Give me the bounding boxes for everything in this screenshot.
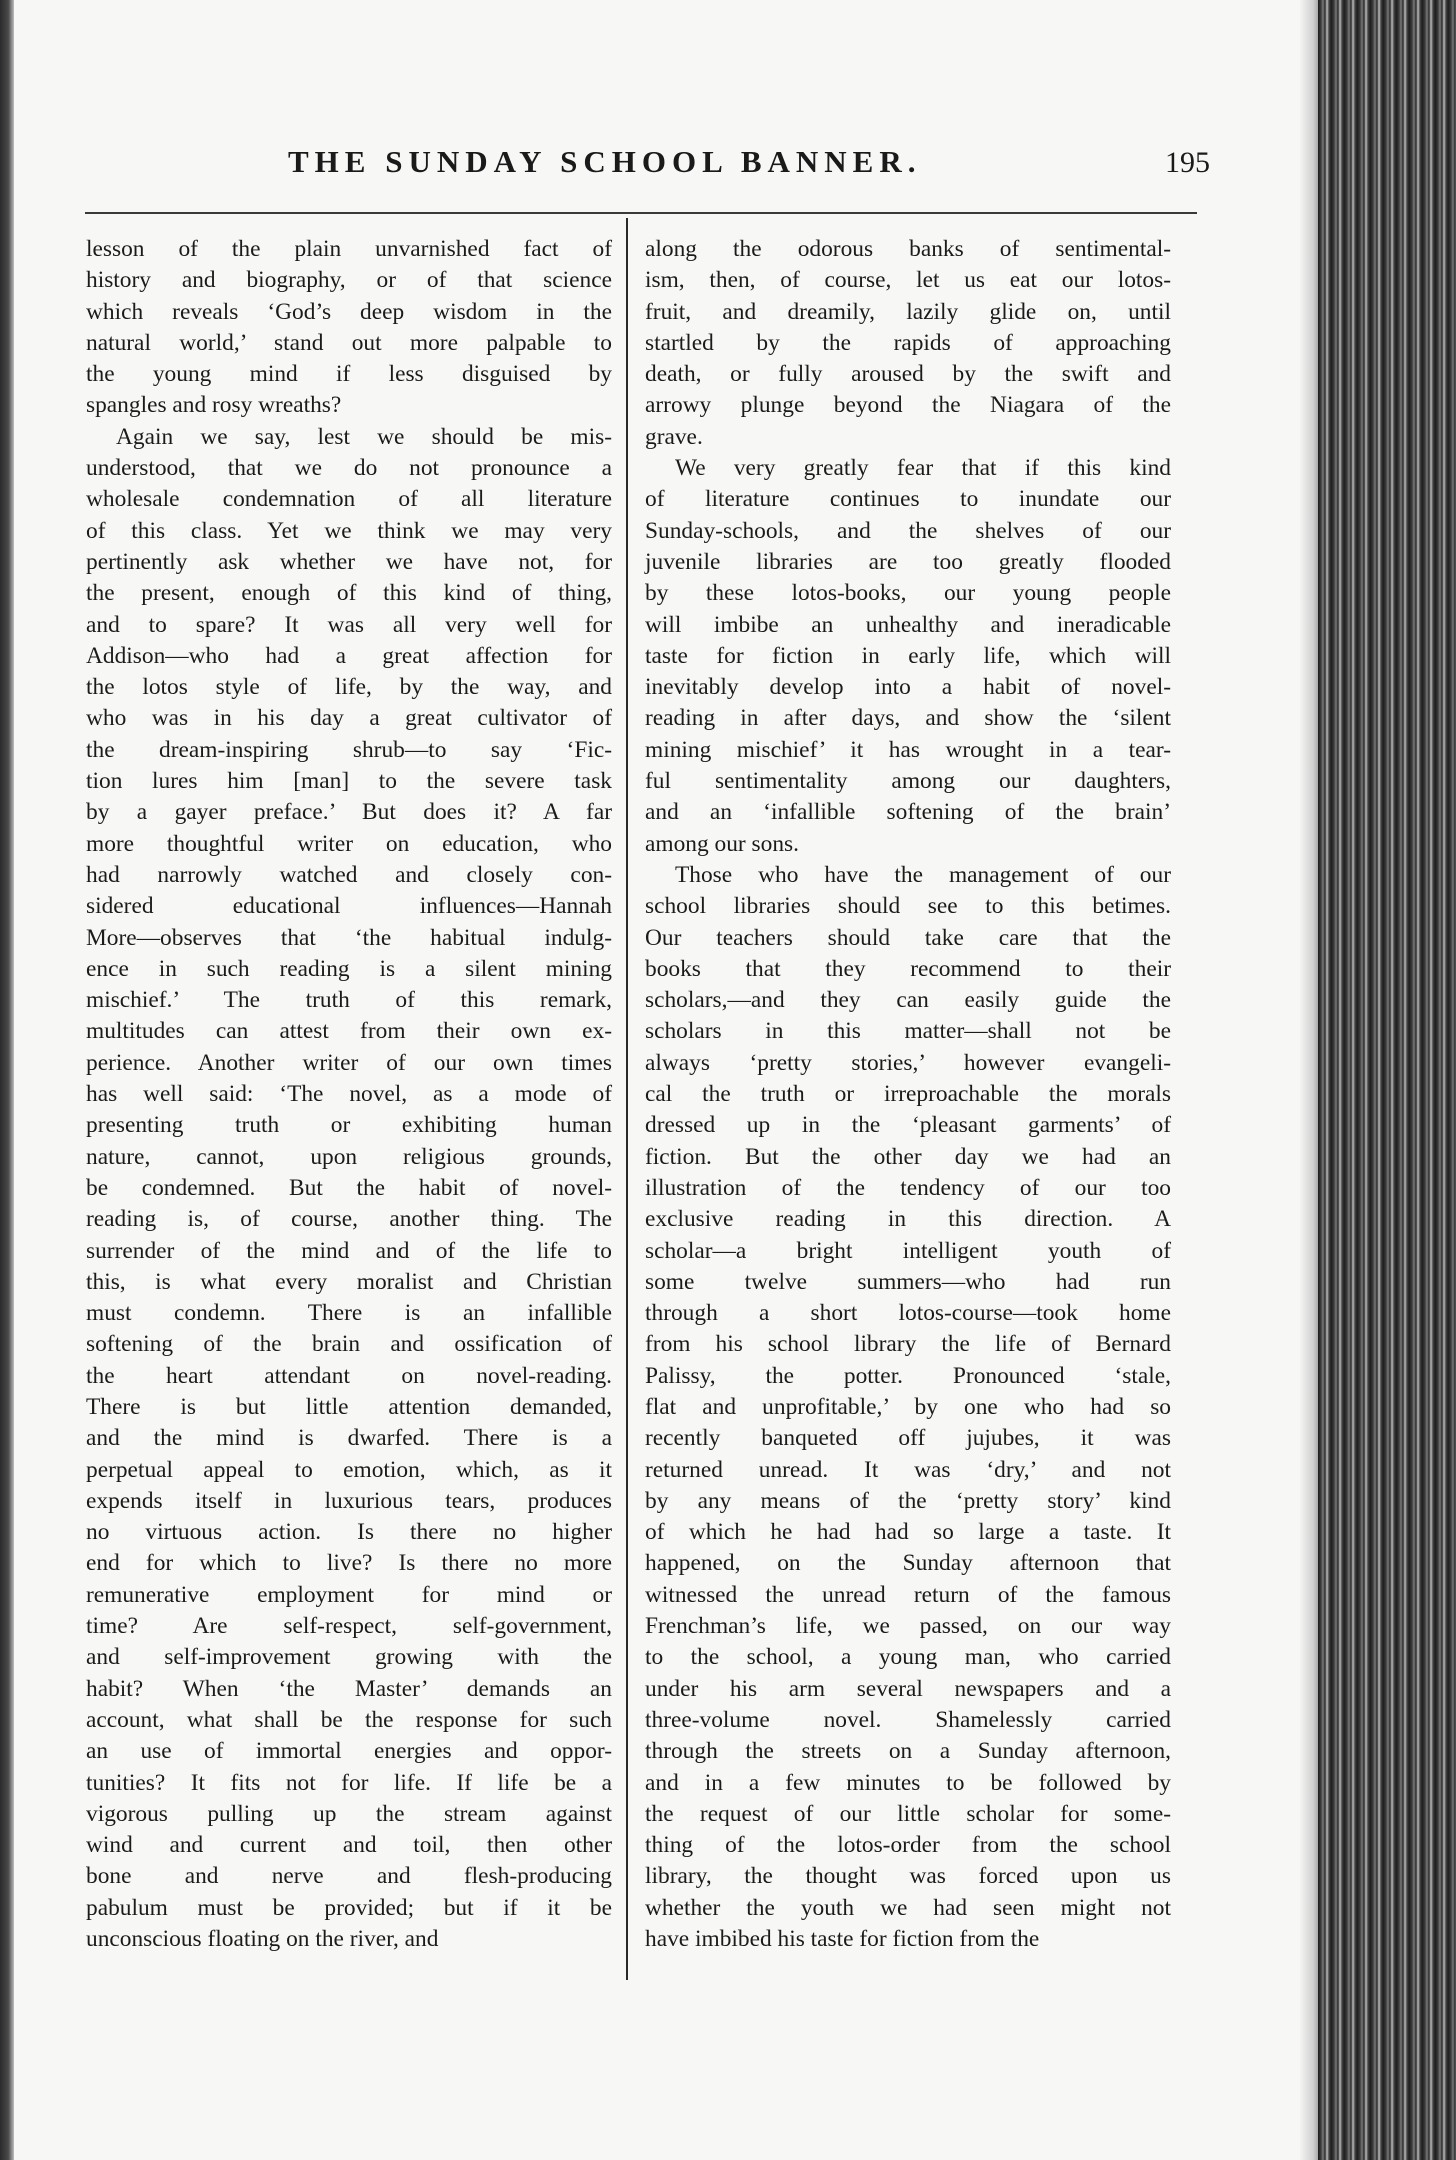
- text-line: and the mind is dwarfed. There is a: [86, 1425, 612, 1452]
- text-line: and self-improvement growing with the: [86, 1644, 612, 1671]
- text-line: Frenchman’s life, we passed, on our way: [645, 1613, 1171, 1640]
- text-line: spangles and rosy wreaths?: [86, 392, 342, 419]
- text-line: lesson of the plain unvarnished fact of: [86, 236, 612, 262]
- text-line: some twelve summers—who had run: [645, 1268, 1171, 1295]
- text-line: Our teachers should take care that the: [645, 924, 1171, 951]
- text-line: flat and unprofitable,’ by one who had so: [645, 1393, 1171, 1420]
- text-line: and to spare? It was all very well for: [86, 611, 612, 638]
- text-line: nature, cannot, upon religious grounds,: [86, 1143, 612, 1170]
- text-line: scholars,—and they can easily guide the: [645, 987, 1171, 1014]
- text-line: death, or fully aroused by the swift and: [645, 361, 1171, 388]
- text-line: school libraries should see to this betimes.: [645, 893, 1171, 920]
- text-line: three-volume novel. Shamelessly carried: [645, 1706, 1171, 1733]
- text-line: whether the youth we had seen might not: [645, 1894, 1171, 1921]
- text-line: dressed up in the ‘pleasant garments’ of: [645, 1112, 1171, 1139]
- text-line: juvenile libraries are too greatly flooded: [645, 548, 1171, 575]
- text-line: scholars in this matter—shall not be: [645, 1018, 1171, 1045]
- text-line: this, is what every moralist and Christian: [86, 1268, 612, 1295]
- text-line: always ‘pretty stories,’ however evangeli-: [645, 1049, 1171, 1076]
- text-line: along the odorous banks of sentimental-: [645, 236, 1171, 262]
- page-header: [270, 140, 1210, 190]
- page-number: 195: [1165, 146, 1210, 179]
- text-line: habit? When ‘the Master’ demands an: [86, 1675, 612, 1702]
- text-line: from his school library the life of Bernard: [645, 1331, 1171, 1358]
- column-divider: [626, 218, 628, 1980]
- text-line: tion lures him [man] to the severe task: [86, 768, 612, 795]
- left-column: [86, 234, 612, 1955]
- text-line: tunities? It fits not for life. If life be a: [86, 1769, 612, 1796]
- text-line: among our sons.: [645, 830, 799, 857]
- text-line: Addison—who had a great affection for: [86, 642, 612, 669]
- text-line: must condemn. There is an infallible: [86, 1300, 612, 1327]
- text-line: perpetual appeal to emotion, which, as it: [86, 1456, 612, 1483]
- text-line: remunerative employment for mind or: [86, 1581, 612, 1608]
- text-line: by these lotos-books, our young people: [645, 580, 1171, 607]
- text-line: ence in such reading is a silent mining: [86, 955, 612, 982]
- text-line: We very greatly fear that if this kind: [675, 455, 1171, 482]
- text-line: pabulum must be provided; but if it be: [86, 1894, 612, 1921]
- text-line: Again we say, lest we should be mis-: [116, 423, 612, 450]
- text-line: an use of immortal energies and oppor-: [86, 1738, 612, 1765]
- text-line: understood, that we do not pronounce a: [86, 455, 612, 482]
- text-line: grave.: [645, 423, 703, 450]
- right-column: [645, 234, 1171, 1955]
- text-line: library, the thought was forced upon us: [645, 1863, 1171, 1890]
- text-line: to the school, a young man, who carried: [645, 1644, 1171, 1671]
- text-line: sidered educational influences—Hannah: [86, 893, 612, 920]
- text-line: exclusive reading in this direction. A: [645, 1206, 1171, 1233]
- text-line: unconscious floating on the river, and: [86, 1926, 439, 1953]
- text-line: Palissy, the potter. Pronounced ‘stale,: [645, 1362, 1171, 1389]
- text-line: softening of the brain and ossification of: [86, 1331, 612, 1358]
- text-line: There is but little attention demanded,: [86, 1393, 612, 1420]
- text-line: ful sentimentality among our daughters,: [645, 768, 1171, 795]
- text-line: expends itself in luxurious tears, produces: [86, 1487, 612, 1514]
- text-line: under his arm several newspapers and a: [645, 1675, 1171, 1702]
- text-line: fruit, and dreamily, lazily glide on, until: [645, 298, 1171, 325]
- text-line: of which he had had so large a taste. It: [645, 1519, 1171, 1546]
- text-line: multitudes can attest from their own ex-: [86, 1018, 612, 1045]
- text-line: Those who have the management of our: [675, 861, 1171, 888]
- text-line: mining mischief’ it has wrought in a tear-: [645, 736, 1171, 763]
- text-line: vigorous pulling up the stream against: [86, 1800, 612, 1827]
- text-line: by a gayer preface.’ But does it? A far: [86, 799, 612, 826]
- text-line: mischief.’ The truth of this remark,: [86, 987, 612, 1014]
- text-line: the lotos style of life, by the way, and: [86, 674, 612, 701]
- text-line: witnessed the unread return of the famous: [645, 1581, 1171, 1608]
- header-rule: [85, 212, 1197, 214]
- running-title: THE SUNDAY SCHOOL BANNER.: [288, 144, 922, 179]
- text-line: scholar—a bright intelligent youth of: [645, 1237, 1171, 1264]
- text-line: which reveals ‘God’s deep wisdom in the: [86, 298, 612, 325]
- text-line: the present, enough of this kind of thing,: [86, 580, 612, 607]
- text-line: be condemned. But the habit of novel-: [86, 1174, 612, 1201]
- text-line: reading is, of course, another thing. The: [86, 1206, 612, 1233]
- text-line: more thoughtful writer on education, who: [86, 830, 612, 857]
- text-line: account, what shall be the response for such: [86, 1706, 612, 1733]
- text-line: through a short lotos-course—took home: [645, 1300, 1171, 1327]
- text-line: perience. Another writer of our own times: [86, 1049, 612, 1076]
- text-line: the heart attendant on novel-reading.: [86, 1362, 612, 1389]
- text-line: returned unread. It was ‘dry,’ and not: [645, 1456, 1171, 1483]
- text-line: have imbibed his taste for fiction from the: [645, 1926, 1040, 1953]
- text-line: books that they recommend to their: [645, 955, 1171, 982]
- text-line: taste for fiction in early life, which will: [645, 642, 1171, 669]
- text-line: no virtuous action. Is there no higher: [86, 1519, 612, 1546]
- text-line: recently banqueted off jujubes, it was: [645, 1425, 1171, 1452]
- text-line: More—observes that ‘the habitual indulg-: [86, 924, 612, 951]
- text-line: wind and current and toil, then other: [86, 1832, 612, 1859]
- text-line: by any means of the ‘pretty story’ kind: [645, 1487, 1171, 1514]
- text-line: happened, on the Sunday afternoon that: [645, 1550, 1171, 1577]
- scan-left-border: [0, 0, 14, 2160]
- text-line: of this class. Yet we think we may very: [86, 517, 612, 544]
- text-line: inevitably develop into a habit of novel-: [645, 674, 1171, 701]
- text-line: Sunday-schools, and the shelves of our: [645, 517, 1171, 544]
- text-line: end for which to live? Is there no more: [86, 1550, 612, 1577]
- book-spine: [1318, 0, 1456, 2160]
- text-line: wholesale condemnation of all literature: [86, 486, 612, 513]
- text-line: reading in after days, and show the ‘silent: [645, 705, 1171, 732]
- text-line: pertinently ask whether we have not, for: [86, 548, 612, 575]
- text-line: surrender of the mind and of the life to: [86, 1237, 612, 1264]
- text-line: the young mind if less disguised by: [86, 361, 612, 388]
- text-line: thing of the lotos-order from the school: [645, 1832, 1171, 1859]
- text-line: through the streets on a Sunday afternoon,: [645, 1738, 1171, 1765]
- text-line: the dream-inspiring shrub—to say ‘Fic-: [86, 736, 612, 763]
- text-line: will imbibe an unhealthy and ineradicable: [645, 611, 1171, 638]
- text-line: has well said: ‘The novel, as a mode of: [86, 1081, 612, 1108]
- text-line: presenting truth or exhibiting human: [86, 1112, 612, 1139]
- text-line: of literature continues to inundate our: [645, 486, 1171, 513]
- text-line: history and biography, or of that science: [86, 267, 612, 294]
- text-line: natural world,’ stand out more palpable to: [86, 329, 612, 356]
- text-line: startled by the rapids of approaching: [645, 329, 1171, 356]
- text-line: and in a few minutes to be followed by: [645, 1769, 1171, 1796]
- text-line: time? Are self-respect, self-government,: [86, 1613, 612, 1640]
- text-line: who was in his day a great cultivator of: [86, 705, 612, 732]
- text-line: cal the truth or irreproachable the morals: [645, 1081, 1171, 1108]
- text-line: had narrowly watched and closely con-: [86, 861, 612, 888]
- text-line: fiction. But the other day we had an: [645, 1143, 1171, 1170]
- text-line: ism, then, of course, let us eat our lotos-: [645, 267, 1171, 294]
- text-line: the request of our little scholar for some-: [645, 1800, 1171, 1827]
- text-line: and an ‘infallible softening of the brain’: [645, 799, 1171, 826]
- text-line: arrowy plunge beyond the Niagara of the: [645, 392, 1171, 419]
- text-line: bone and nerve and flesh-producing: [86, 1863, 612, 1890]
- text-line: illustration of the tendency of our too: [645, 1174, 1171, 1201]
